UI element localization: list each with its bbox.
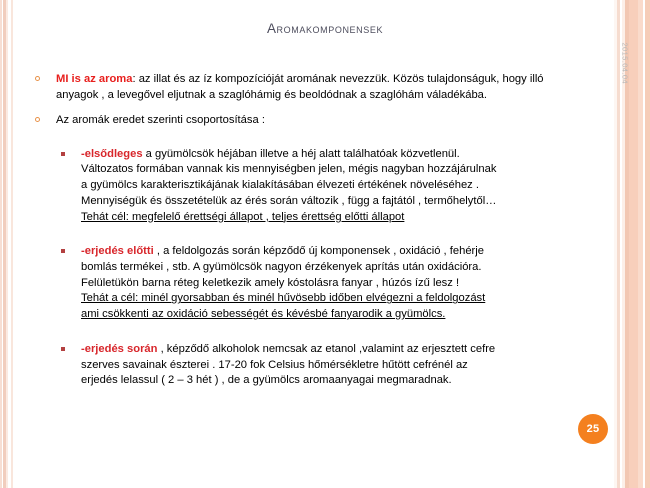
ring-bullet-icon [35, 117, 40, 122]
date-stamp: 2015.04.04 [621, 42, 630, 84]
right-decorative-stripe [612, 0, 650, 488]
sub-bullet-line: a gyümölcs karakterisztikájának kialakításában élvezeti értékének növeléséhez . [81, 179, 479, 192]
list-item [33, 72, 578, 103]
ring-bullet-icon [35, 76, 40, 81]
sub-bullet-line: bomlás termékei , stb. A gyümölcsök nagyon érzékenyek aprítás után oxidációra. [81, 261, 482, 273]
sub-bullet-line: szerves savainak észterei . 17-20 fok Celsius hőmérsékletre hűtött cefrénél az [81, 358, 468, 371]
sub-bullet-line: erjedés lelassul ( 2 – 3 hét ) , de a gyümölcs aromaanyagai megmaradnak. [81, 374, 452, 387]
sub-bullet-keyword: -elsődleges [81, 147, 143, 160]
title-zone [0, 20, 650, 38]
sub-bullet-underlined-line: Tehát a cél: minél gyorsabban és minél hűvösebb időben elvégezni a feldolgozást [81, 292, 486, 305]
page-number-badge: 25 [578, 414, 608, 444]
list-item [33, 113, 578, 129]
bullet-text: Az aromák eredet szerinti csoportosítása : [56, 114, 265, 127]
list-item [58, 244, 578, 323]
sub-bullet-underlined-line: Tehát cél: megfelelő érettségi állapot , teljes érettség előtti állapot [81, 210, 405, 223]
sub-bullet-keyword: -erjedés előtti [81, 245, 154, 258]
left-decorative-stripe [0, 0, 20, 488]
sub-bullet-list [33, 147, 578, 389]
page-title: Aromakomponensek [266, 21, 384, 36]
slide-body [33, 72, 578, 408]
square-bullet-icon [61, 249, 65, 253]
square-bullet-icon [61, 347, 65, 351]
sub-bullet-line: Felületükön barna réteg keletkezik amely kóstolásra fanyar , húzós ízű lesz ! [81, 276, 460, 289]
sub-bullet-line: Mennyiségük és összetételük az érés során változik , függ a fajtától , termőhelytől… [81, 194, 497, 207]
sub-bullet-line: Változatos formában vannak kis mennyiségben jelen, mégis nagyban hozzájárulnak [81, 163, 497, 176]
sub-bullet-line: a gyümölcsök héjában illetve a héj alatt találhatóak közvetlenül. [142, 147, 460, 160]
bullet-text: : az illat és az íz kompozícióját aromának nevezzük. Közös tulajdonságuk, hogy illó anyagok , a levegővel eljutnak a szaglóhámig és beoldódnak a szaglóhám váladékába. [56, 73, 544, 101]
sub-bullet-line: , képződő alkoholok nemcsak az etanol ,valamint az erjesztett cefre [157, 342, 496, 355]
list-item [58, 342, 578, 389]
square-bullet-icon [61, 152, 65, 156]
sub-bullet-keyword: -erjedés során [81, 342, 158, 355]
bullet-keyword: MI is az aroma [56, 73, 133, 85]
sub-bullet-line: , a feldolgozás során képződő új komponensek , oxidáció , fehérje [153, 245, 484, 258]
list-item [58, 147, 578, 226]
sub-bullet-underlined-line: ami csökkenti az oxidáció sebességét és kévésbé fanyarodik a gyümölcs. [81, 308, 446, 321]
